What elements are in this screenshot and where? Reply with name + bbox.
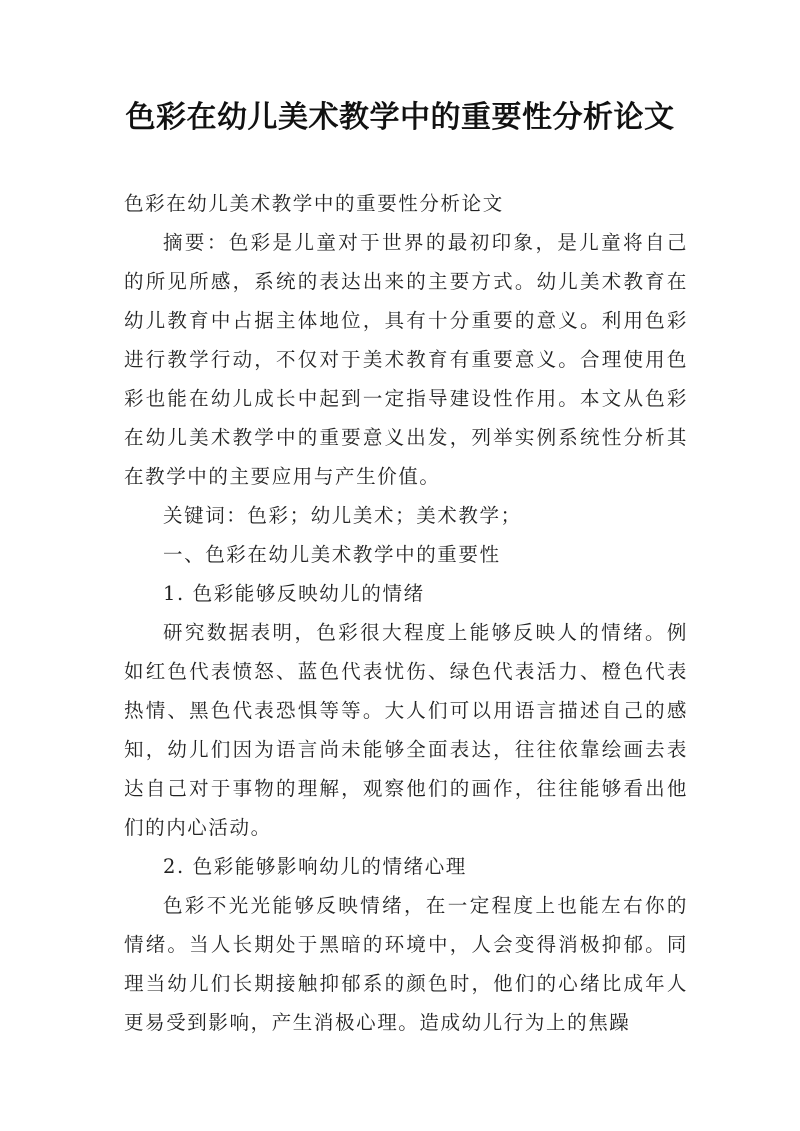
subsection-heading-2: 2. 色彩能够影响幼儿的情绪心理: [163, 855, 467, 878]
page-title: 色彩在幼儿美术教学中的重要性分析论文: [125, 100, 675, 135]
subsection-heading-1: 1. 色彩能够反映幼儿的情绪: [163, 582, 425, 605]
document-subtitle: 色彩在幼儿美术教学中的重要性分析论文: [124, 192, 504, 215]
subsection-paragraph-1: 研究数据表明，色彩很大程度上能够反映人的情绪。例如红色代表愤怒、蓝色代表忧伤、绿色代表活力、橙色代表热情、黑色代表恐惧等等。大人们可以用语言描述自己的感知，幼儿们因为语言尚未能够全面表达，往往依靠绘画去表达自己对于事物的理解，观察他们的画作，往往能够看出他们的内心活动。: [124, 621, 688, 839]
subsection-paragraph-2: 色彩不光光能够反映情绪，在一定程度上也能左右你的情绪。当人长期处于黑暗的环境中，人会变得消极抑郁。同理当幼儿们长期接触抑郁系的颜色时，他们的心绪比成年人更易受到影响，产生消极心理。造成幼儿行为上的焦躁: [124, 894, 688, 1034]
section-heading-1: 一、色彩在幼儿美术教学中的重要性: [163, 543, 501, 566]
document-body: [124, 184, 688, 1042]
keywords-line: 关键词：色彩；幼儿美术；美术教学；: [163, 504, 522, 527]
abstract-paragraph: 摘要：色彩是儿童对于世界的最初印象，是儿童将自己的所见所感，系统的表达出来的主要方式。幼儿美术教育在幼儿教育中占据主体地位，具有十分重要的意义。利用色彩进行教学行动，不仅对于美术教育有重要意义。合理使用色彩也能在幼儿成长中起到一定指导建设性作用。本文从色彩在幼儿美术教学中的重要意义出发，列举实例系统性分析其在教学中的主要应用与产生价值。: [124, 231, 688, 488]
